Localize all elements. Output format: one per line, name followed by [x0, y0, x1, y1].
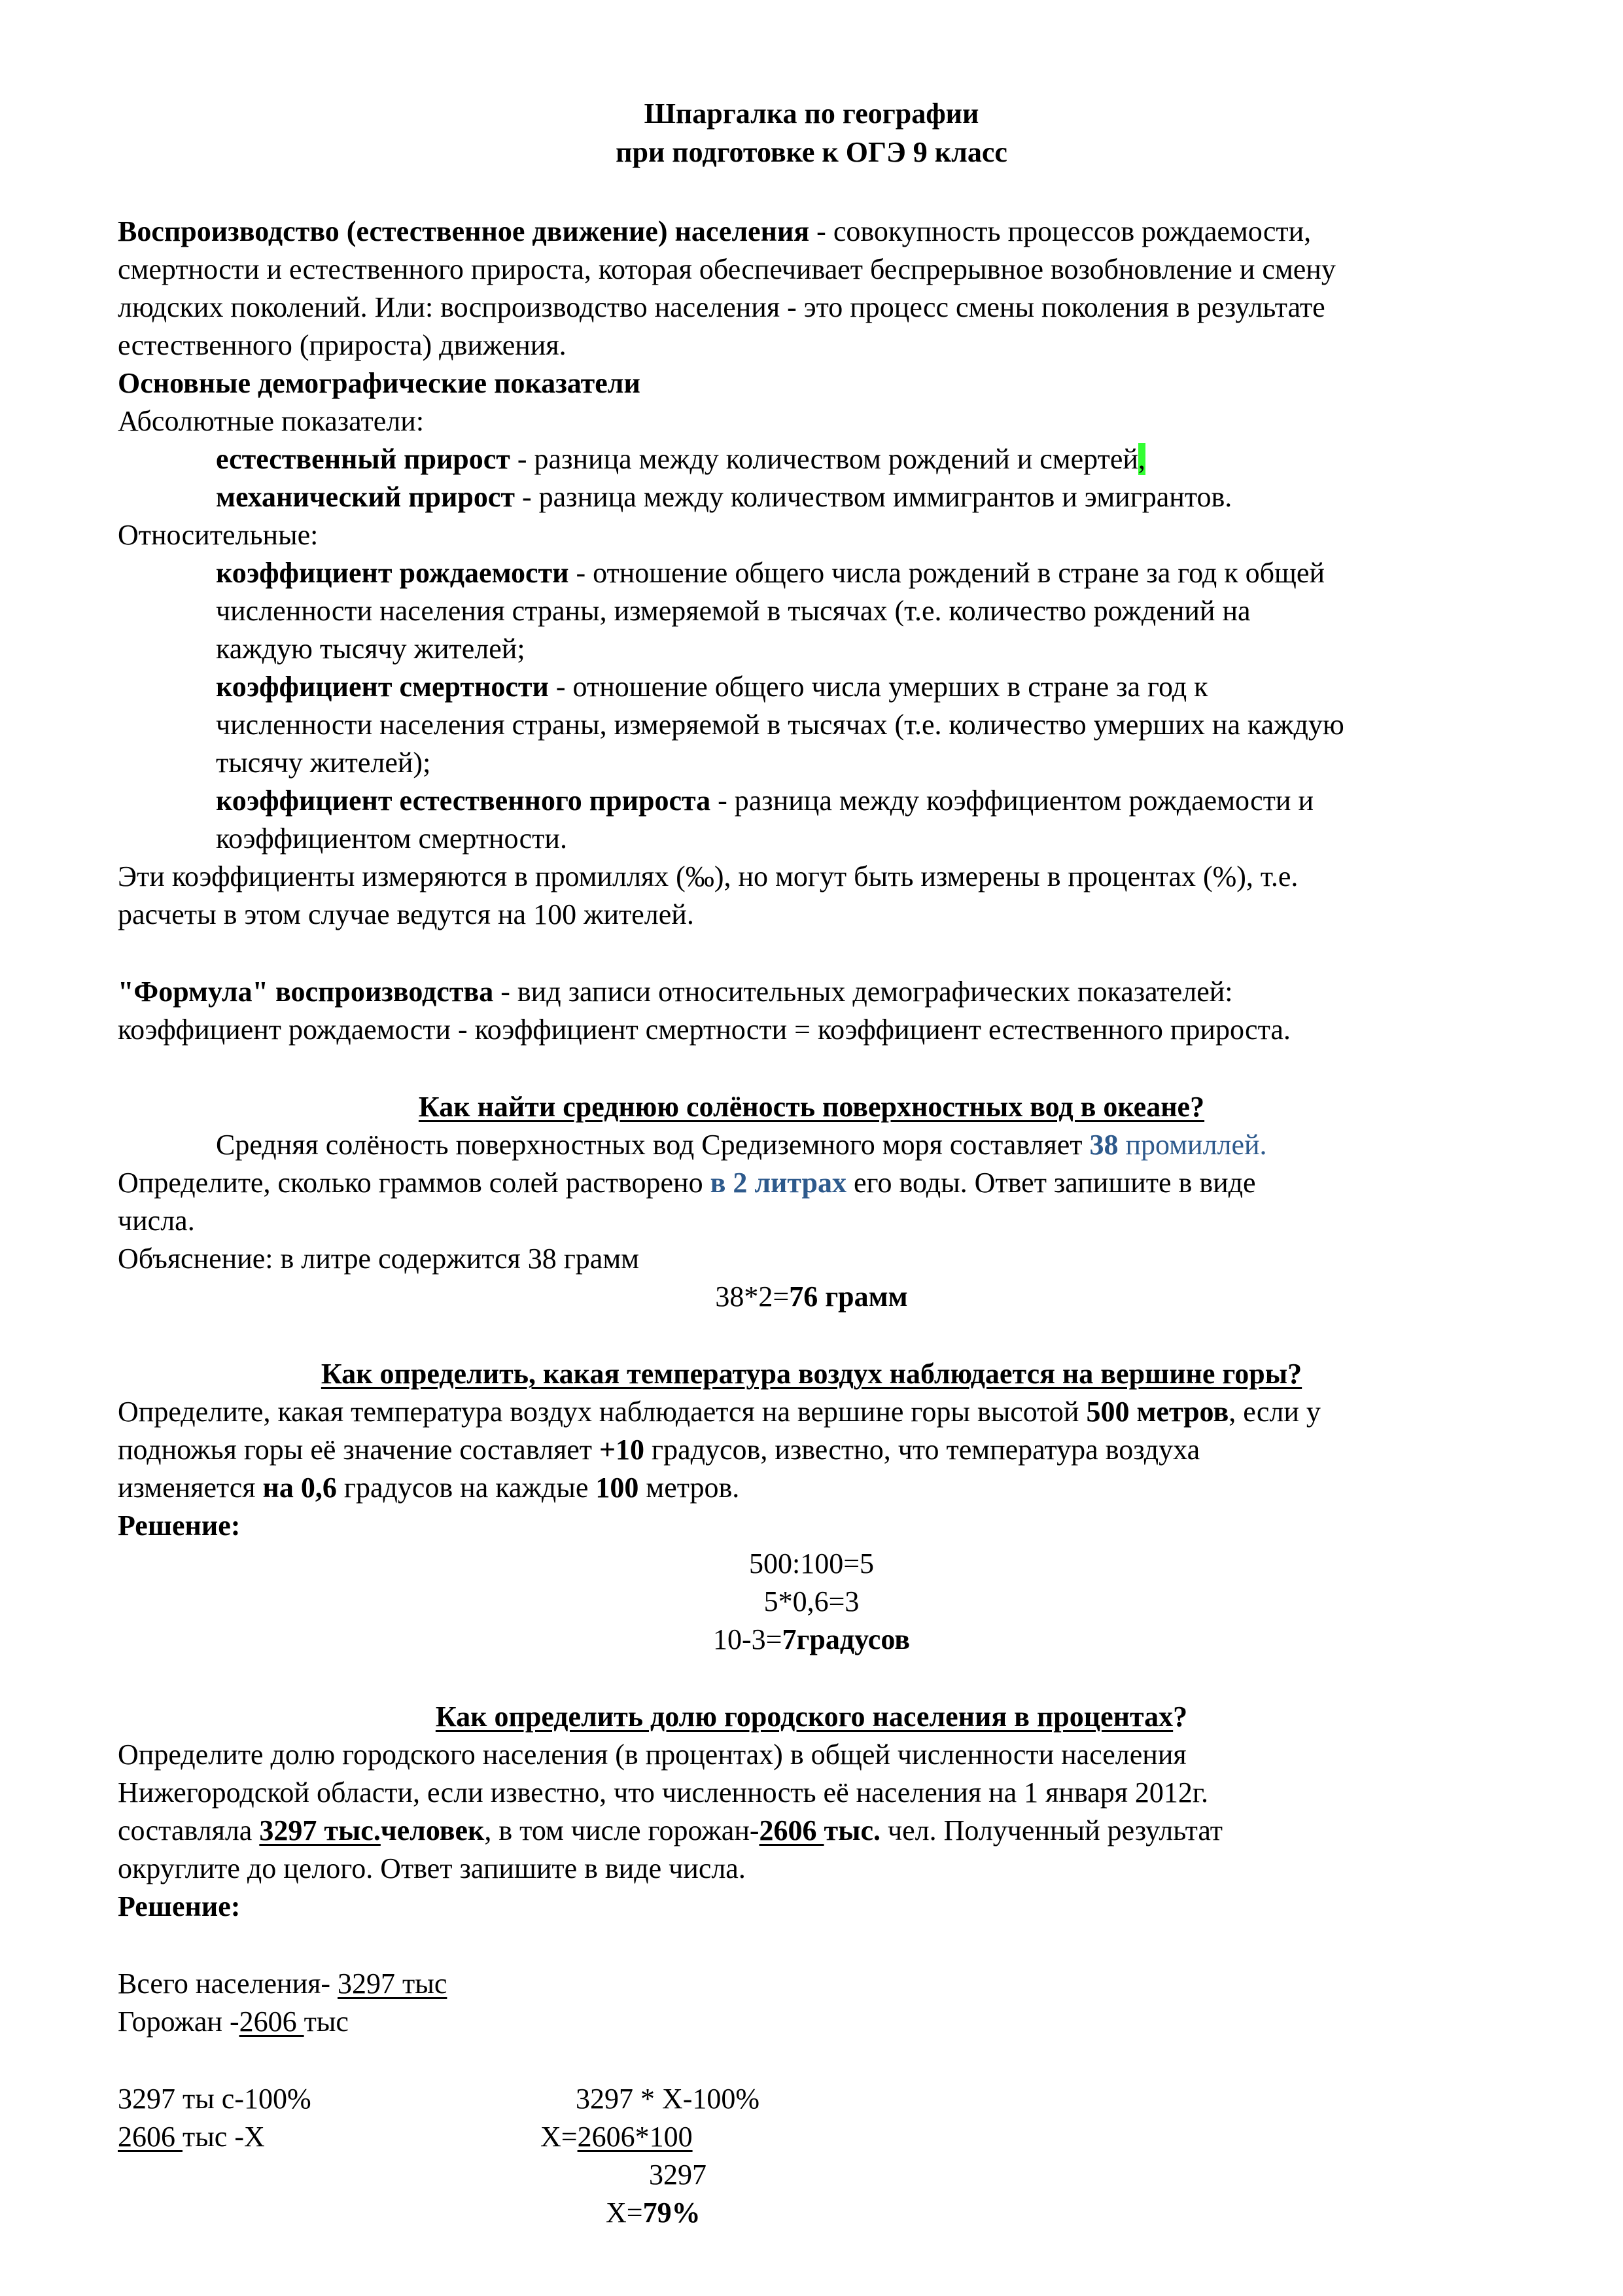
reproduction-definition-line3: людских поколений. Или: воспроизводство населения - это процесс смены поколения в результате [118, 291, 1325, 323]
units-note: Эти коэффициенты измеряются в промиллях (‰), но могут быть измерены в процентах (%), т.е. [118, 860, 1299, 892]
death-rate-item-line3: тысячу жителей); [216, 747, 431, 779]
birth-rate-item: коэффициент рождаемости - отношение общего числа рождений в стране за год к общей [216, 557, 1325, 589]
temperature-step-3: 10-3=7градусов [712, 1623, 911, 1655]
salinity-task-line3: числа. [118, 1205, 195, 1237]
document-subtitle: при подготовке к ОГЭ 9 класс [616, 136, 1007, 168]
urban-task-line3: составляла 3297 тыс.человек, в том числе горожан-2606 тыс. чел. Полученный результат [118, 1814, 1223, 1846]
relative-indicators-label: Относительные: [118, 519, 319, 551]
urban-equation-1: 3297 * Х-100% [576, 2083, 760, 2115]
formula-definition: "Формула" воспроизводства - вид записи относительных демографических показателей: [118, 976, 1233, 1008]
urban-task-line4: округлите до целого. Ответ запишите в виде числа. [118, 1852, 746, 1884]
temperature-heading: Как определить, какая температура воздух наблюдается на вершине горы? [321, 1358, 1302, 1390]
urban-solution-label: Решение: [118, 1890, 241, 1922]
birth-rate-item-line2: численности населения страны, измеряемой в тысячах (т.е. количество рождений на [216, 595, 1251, 627]
urban-proportion-left-2: 2606 тыс -Х [118, 2121, 265, 2153]
death-rate-item: коэффициент смертности - отношение общего числа умерших в стране за год к [216, 671, 1208, 703]
death-rate-item-line2: численности населения страны, измеряемой в тысячах (т.е. количество умерших на каждую [216, 709, 1344, 741]
temperature-task-line3: изменяется на 0,6 градусов на каждые 100 метров. [118, 1472, 740, 1504]
temperature-solution-label: Решение: [118, 1510, 241, 1542]
salinity-calculation: 38*2=76 грамм [715, 1280, 908, 1313]
salinity-explanation: Объяснение: в литре содержится 38 грамм [118, 1243, 640, 1275]
salinity-task-line2: Определите, сколько граммов солей растворено в 2 литрах его воды. Ответ запишите в виде [118, 1167, 1256, 1199]
urban-answer: Х=79% [606, 2197, 701, 2229]
reproduction-definition: Воспроизводство (естественное движение) населения - совокупность процессов рождаемости, [118, 215, 1312, 247]
temperature-task: Определите, какая температура воздух наблюдается на вершине горы высотой 500 метров, если у [118, 1396, 1321, 1428]
urban-heading: Как определить долю городского населения в процентах? [435, 1701, 1188, 1733]
urban-proportion-left-1: 3297 ты с-100% [118, 2083, 311, 2115]
indicators-heading: Основные демографические показатели [118, 367, 640, 399]
urban-total-population: Всего населения- 3297 тыс [118, 1968, 447, 2000]
temperature-step-1: 500:100=5 [748, 1547, 875, 1580]
mechanical-growth-item: механический прирост - разница между количеством иммигрантов и эмигрантов. [216, 481, 1232, 513]
formula-expression: коэффициент рождаемости - коэффициент смертности = коэффициент естественного прироста. [118, 1014, 1291, 1046]
natural-growth-rate-item: коэффициент естественного прироста - разница между коэффициентом рождаемости и [216, 785, 1314, 817]
urban-city-population: Горожан -2606 тыс [118, 2005, 349, 2038]
birth-rate-item-line3: каждую тысячу жителей; [216, 633, 525, 665]
units-note-line2: расчеты в этом случае ведутся на 100 жителей. [118, 898, 694, 930]
highlight-mark: , [1138, 443, 1145, 475]
urban-task: Определите долю городского населения (в процентах) в общей численности населения [118, 1739, 1187, 1771]
salinity-task: Средняя солёность поверхностных вод Средиземного моря составляет 38 промиллей. [216, 1129, 1267, 1161]
reproduction-definition-line4: естественного (прироста) движения. [118, 329, 567, 361]
urban-task-line2: Нижегородской области, если известно, что численность её населения на 1 января 2012г. [118, 1776, 1209, 1809]
natural-growth-rate-item-line2: коэффициентом смертности. [216, 822, 567, 855]
salinity-heading: Как найти среднюю солёность поверхностных вод в океане? [418, 1091, 1205, 1123]
reproduction-definition-line2: смертности и естественного прироста, которая обеспечивает беспрерывное возобновление и смену [118, 253, 1336, 285]
temperature-task-line2: подножья горы её значение составляет +10 градусов, известно, что температура воздуха [118, 1434, 1200, 1466]
urban-equation-denominator: 3297 [649, 2159, 707, 2191]
urban-equation-2: Х=2606*100 [540, 2121, 693, 2153]
document-title: Шпаргалка по географии [644, 97, 979, 130]
absolute-indicators-label: Абсолютные показатели: [118, 405, 425, 437]
natural-growth-item: естественный прирост - разница между количеством рождений и смертей, [216, 443, 1145, 475]
temperature-step-2: 5*0,6=3 [763, 1585, 860, 1617]
